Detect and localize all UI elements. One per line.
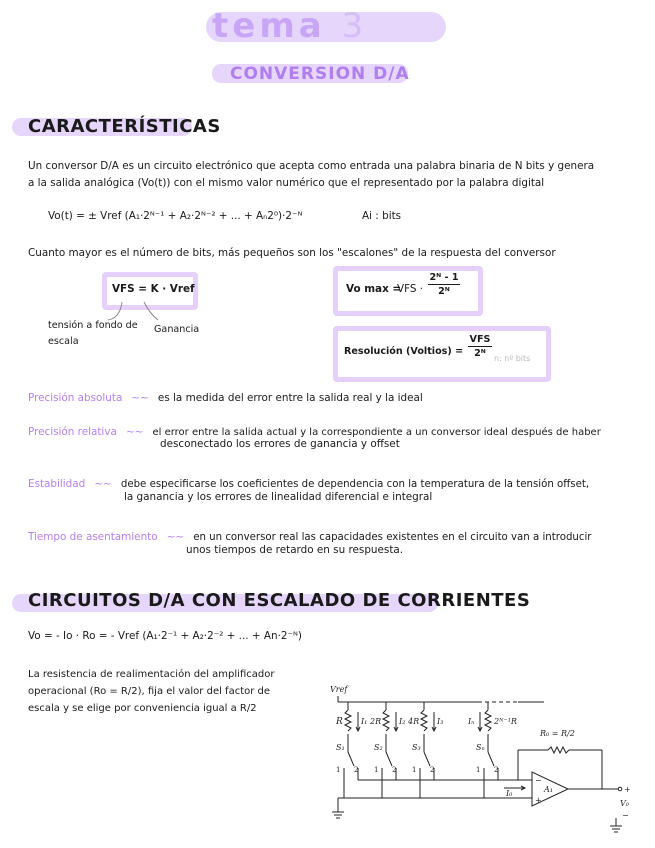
- svg-text:+: +: [624, 785, 631, 794]
- definition-precision-absoluta: [28, 386, 423, 407]
- resistor-r2: [383, 710, 389, 731]
- current-scaling-dac-circuit: [318, 680, 648, 840]
- switch-label: S₁: [336, 743, 345, 752]
- switch-sn: [488, 752, 494, 766]
- ground-icon-right: [610, 826, 622, 832]
- annot-ganancia: Ganancia: [154, 324, 200, 335]
- resistor-r3: [421, 710, 427, 731]
- switch-label: S₃: [412, 743, 421, 752]
- svg-text:2: 2: [494, 766, 499, 774]
- vref-label: Vref: [330, 685, 348, 694]
- desc-line-3: escala y se elige por conveniencia igual a R/2: [28, 703, 257, 714]
- vo-formula: Vo(t) = ± Vref (A₁·2ᴺ⁻¹ + A₂·2ᴺ⁻² + ... + Aₙ2⁰)·2⁻ᴺ: [48, 210, 303, 222]
- def-line-2: desconectado los errores de ganancia y offset: [160, 438, 400, 450]
- section2-formula: Vo = - Io · Ro = - Vref (A₁·2⁻¹ + A₂·2⁻² + ... + An·2⁻ᴺ): [28, 630, 302, 642]
- switch-label: Sₙ: [476, 743, 485, 752]
- resolucion-fraction: [466, 334, 494, 359]
- squiggle-arrow-icon: ~~: [94, 478, 112, 490]
- ro-label: R₀ = R/2: [540, 729, 575, 738]
- annot-tension: tensión a fondo de escala: [48, 320, 138, 347]
- ai-note: Ai : bits: [362, 210, 402, 222]
- switch-s3: [424, 752, 430, 766]
- section2-heading: CIRCUITOS D/A CON ESCALADO DE CORRIENTES: [28, 590, 531, 611]
- def-line-1: es la medida del error entre la salida real y la ideal: [157, 392, 423, 404]
- page-subtitle: CONVERSION D/A: [230, 64, 410, 84]
- switch-s2: [386, 752, 392, 766]
- svg-text:2: 2: [354, 766, 359, 774]
- svg-text:1: 1: [476, 766, 481, 774]
- desc-line-1: La resistencia de realimentación del amplificador: [28, 669, 275, 680]
- vomax-fraction-bar: [428, 284, 460, 285]
- svg-text:1: 1: [336, 766, 341, 774]
- res-fraction-bar: [468, 346, 492, 347]
- squiggle-arrow-icon: ~~: [166, 531, 185, 543]
- current-label: Iₙ: [468, 717, 475, 726]
- current-label: I₃: [437, 717, 444, 726]
- amp-label: A₁: [544, 785, 553, 794]
- def-term: Precisión absoluta: [28, 392, 123, 404]
- def-line-2: unos tiempos de retardo en su respuesta.: [186, 544, 404, 556]
- resistor-label: 2ᴺ⁻¹R: [494, 717, 517, 726]
- vomax-label: Vo max =: [346, 283, 402, 295]
- intro-line-2: a la salida analógica (Vo(t)) con el mismo valor numérico que el representado por la palabra digital: [28, 177, 545, 189]
- def-line-2: la ganancia y los errores de linealidad diferencial e integral: [124, 491, 433, 503]
- svg-text:2: 2: [430, 766, 435, 774]
- svg-text:1: 1: [412, 766, 417, 774]
- svg-text:−: −: [535, 776, 542, 785]
- resolucion-label: Resolución (Voltios) =: [344, 346, 464, 357]
- page-title: tema 3: [212, 6, 368, 46]
- vomax-fraction: [424, 272, 464, 297]
- def-line-1: el error entre la salida actual y la correspondiente a un conversor ideal después de haber: [152, 427, 601, 438]
- res-denominator: 2ᴺ: [474, 348, 486, 359]
- section2-description: [28, 666, 274, 717]
- current-label: I₂: [399, 717, 406, 726]
- svg-text:+: +: [535, 796, 542, 805]
- vo-label: V₀: [620, 799, 629, 808]
- vfs-formula: VFS = K · Vref: [112, 283, 195, 295]
- intro-line-1: Un conversor D/A es un circuito electrónico que acepta como entrada una palabra binaria de N bits y genera: [28, 160, 595, 172]
- squiggle-arrow-icon: ~~: [131, 392, 149, 404]
- current-label: I₁: [361, 717, 368, 726]
- vomax-denominator: 2ᴺ: [438, 286, 450, 297]
- bits-line: Cuanto mayor es el número de bits, más pequeños son los "escalones" de la respuesta del conversor: [28, 247, 556, 259]
- def-term: Tiempo de asentamiento: [28, 531, 158, 543]
- res-note: n: nº bits: [494, 354, 531, 363]
- res-numerator: VFS: [469, 334, 491, 345]
- section1-heading: CARACTERÍSTICAS: [28, 116, 221, 137]
- svg-text:−: −: [622, 811, 629, 820]
- ground-icon-left: [332, 812, 344, 818]
- resistor-label: 4R: [408, 717, 420, 726]
- def-line-1: debe especificarse los coeficientes de dependencia con la temperatura de la tensión offset,: [120, 479, 590, 490]
- arrow-ganancia: [144, 302, 158, 320]
- resistor-r1: [345, 710, 351, 731]
- switch-label: S₂: [374, 743, 383, 752]
- resistor-rn: [485, 710, 491, 731]
- svg-text:2: 2: [392, 766, 397, 774]
- switch-s1: [348, 752, 354, 766]
- svg-text:1: 1: [374, 766, 379, 774]
- vomax-numerator: 2ᴺ - 1: [429, 272, 459, 283]
- def-term: Estabilidad: [28, 478, 86, 490]
- io-label: I₀: [506, 789, 513, 798]
- resistor-label: 2R: [370, 717, 382, 726]
- vomax-vfs: VFS ·: [397, 283, 424, 295]
- intro-text: [28, 158, 648, 192]
- def-line-1: en un conversor real las capacidades existentes en el circuito van a introducir: [193, 532, 592, 543]
- resistor-label: R: [336, 717, 343, 727]
- page-title-number: 3: [341, 6, 368, 46]
- desc-line-2: operacional (Ro = R/2), fija el valor del factor de: [28, 686, 271, 697]
- squiggle-arrow-icon: ~~: [125, 426, 144, 438]
- resistor-ro: [548, 747, 569, 753]
- def-term: Precisión relativa: [28, 426, 117, 438]
